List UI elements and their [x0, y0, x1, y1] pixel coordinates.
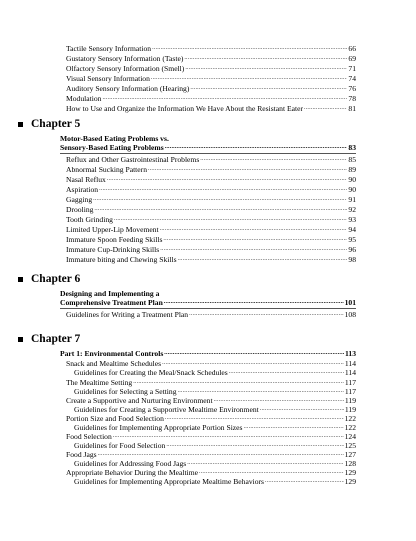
dot-leader — [200, 155, 347, 164]
entry-page: 114 — [344, 359, 356, 368]
entry-page: 95 — [348, 235, 356, 244]
toc-subentry — [74, 441, 356, 450]
entry-page: 101 — [344, 298, 356, 307]
entry-title: How to Use and Organize the Information We Have About the Resistant Eater — [66, 104, 303, 113]
chapter-subtitle-entry — [60, 298, 356, 307]
entry-title: Nasal Reflux — [66, 175, 106, 184]
entry-page: 93 — [348, 215, 356, 224]
toc-entry — [66, 155, 356, 164]
toc-entry — [66, 235, 356, 244]
dot-leader — [229, 368, 344, 377]
dot-leader — [114, 215, 347, 224]
toc-entry — [66, 94, 356, 103]
dot-leader — [113, 432, 344, 441]
entry-title: Create a Supportive and Nurturing Environment — [66, 396, 213, 405]
dot-leader — [160, 245, 347, 254]
entry-title: Comprehensive Treatment Plan — [60, 298, 163, 307]
toc-entry — [66, 432, 356, 441]
toc-subentry — [74, 405, 356, 414]
dot-leader — [260, 405, 344, 414]
chapter-title: Chapter 7 — [31, 333, 81, 345]
toc-entry — [66, 245, 356, 254]
dot-leader — [166, 441, 343, 450]
dot-leader — [99, 185, 347, 194]
square-bullet-icon — [18, 337, 23, 342]
dot-leader — [189, 310, 344, 319]
entry-page: 81 — [348, 104, 356, 113]
dot-leader — [199, 468, 344, 477]
dot-leader — [185, 64, 347, 73]
entry-page: 122 — [344, 414, 356, 423]
chapter-title: Chapter 5 — [31, 118, 81, 130]
chapter-subtitle: Designing and Implementing a — [60, 289, 160, 298]
entry-page: 98 — [348, 255, 356, 264]
entry-title: Aspiration — [66, 185, 99, 194]
entry-page: 108 — [344, 310, 356, 319]
entry-title: Food Selection — [66, 432, 112, 441]
entry-title: Tactile Sensory Information — [66, 44, 152, 53]
entry-page: 71 — [348, 64, 356, 73]
dot-leader — [187, 459, 343, 468]
entry-page: 125 — [344, 441, 356, 450]
dot-leader — [165, 414, 344, 423]
toc-entry — [66, 165, 356, 174]
toc-entry — [66, 450, 356, 459]
entry-page: 122 — [344, 423, 356, 432]
dot-leader — [93, 195, 347, 204]
divider — [60, 153, 356, 154]
entry-title: Guidelines for Creating the Meal/Snack Schedules — [74, 368, 228, 377]
toc-subentry — [74, 477, 356, 486]
entry-page: 83 — [348, 143, 356, 152]
dot-leader — [190, 84, 347, 93]
dot-leader — [162, 359, 344, 368]
entry-title: Visual Sensory Information — [66, 74, 150, 83]
entry-title: Immature Spoon Feeding Skills — [66, 235, 163, 244]
dot-leader — [164, 298, 344, 307]
entry-title: Olfactory Sensory Information (Smell) — [66, 64, 185, 73]
entry-page: 94 — [348, 225, 356, 234]
dot-leader — [164, 349, 344, 358]
entry-title: Appropriate Behavior During the Mealtime — [66, 468, 199, 477]
entry-title: Snack and Mealtime Schedules — [66, 359, 162, 368]
entry-title: Abnormal Sucking Pattern — [66, 165, 147, 174]
toc-entry — [66, 195, 356, 204]
part-entry — [60, 349, 356, 358]
entry-page: 76 — [348, 84, 356, 93]
entry-title: Reflux and Other Gastrointestinal Problems — [66, 155, 200, 164]
toc-entry — [66, 359, 356, 368]
entry-title: Sensory-Based Eating Problems — [60, 143, 164, 152]
toc-entry — [66, 255, 356, 264]
entry-page: 74 — [348, 74, 356, 83]
entry-title: Immature biting and Chewing Skills — [66, 255, 177, 264]
toc-entry — [66, 396, 356, 405]
chapter-title: Chapter 6 — [31, 273, 81, 285]
entry-page: 78 — [348, 94, 356, 103]
entry-page: 90 — [348, 175, 356, 184]
entry-page: 113 — [345, 349, 356, 358]
entry-page: 129 — [344, 477, 356, 486]
entry-title: Drooling — [66, 205, 94, 214]
entry-title: Modulation — [66, 94, 102, 103]
toc-subentry — [74, 387, 356, 396]
dot-leader — [98, 450, 344, 459]
entry-page: 119 — [344, 396, 356, 405]
dot-leader — [214, 396, 344, 405]
toc-entry — [66, 414, 356, 423]
toc-subentry — [74, 368, 356, 377]
dot-leader — [178, 387, 344, 396]
toc-entry — [66, 54, 356, 63]
entry-title: Immature Cup-Drinking Skills — [66, 245, 160, 254]
entry-page: 117 — [344, 387, 356, 396]
chapter-heading — [18, 273, 80, 286]
entry-title: The Mealtime Setting — [66, 378, 133, 387]
entry-title: Guidelines for Creating a Supportive Mealtime Environment — [74, 405, 259, 414]
entry-page: 92 — [348, 205, 356, 214]
entry-page: 90 — [348, 185, 356, 194]
dot-leader — [102, 94, 347, 103]
dot-leader — [265, 477, 344, 486]
entry-page: 117 — [344, 378, 356, 387]
entry-page: 89 — [348, 165, 356, 174]
entry-page: 85 — [348, 155, 356, 164]
dot-leader — [151, 74, 348, 83]
entry-page: 91 — [348, 195, 356, 204]
entry-title: Gagging — [66, 195, 93, 204]
dot-leader — [184, 54, 347, 63]
dot-leader — [244, 423, 344, 432]
toc-entry — [66, 310, 356, 319]
toc-entry — [66, 468, 356, 477]
dot-leader — [165, 143, 348, 152]
square-bullet-icon — [18, 277, 23, 282]
entry-title: Auditory Sensory Information (Hearing) — [66, 84, 190, 93]
entry-title: Part 1: Environmental Controls — [60, 349, 164, 358]
entry-page: 96 — [348, 245, 356, 254]
entry-title: Guidelines for Implementing Appropriate Portion Sizes — [74, 423, 243, 432]
dot-leader — [178, 255, 348, 264]
entry-page: 129 — [344, 468, 356, 477]
dot-leader — [152, 44, 347, 53]
toc-entry — [66, 378, 356, 387]
toc-subentry — [74, 459, 356, 468]
entry-title: Guidelines for Selecting a Setting — [74, 387, 177, 396]
chapter-heading — [18, 333, 80, 346]
entry-page: 124 — [344, 432, 356, 441]
dot-leader — [160, 225, 348, 234]
dot-leader — [107, 175, 348, 184]
chapter-subtitle: Motor-Based Eating Problems vs. — [60, 134, 169, 143]
entry-page: 119 — [344, 405, 356, 414]
toc-entry — [66, 44, 356, 53]
divider — [60, 308, 356, 309]
entry-title: Guidelines for Writing a Treatment Plan — [66, 310, 189, 319]
entry-title: Guidelines for Addressing Food Jags — [74, 459, 187, 468]
toc-subentry — [74, 423, 356, 432]
toc-entry — [66, 225, 356, 234]
entry-page: 128 — [344, 459, 356, 468]
square-bullet-icon — [18, 122, 23, 127]
dot-leader — [304, 104, 347, 113]
entry-title: Guidelines for Implementing Appropriate Mealtime Behaviors — [74, 477, 265, 486]
toc-entry — [66, 84, 356, 93]
entry-title: Food Jags — [66, 450, 97, 459]
dot-leader — [133, 378, 344, 387]
chapter-subtitle-entry — [60, 143, 356, 152]
entry-page: 69 — [348, 54, 356, 63]
toc-entry — [66, 175, 356, 184]
toc-entry — [66, 205, 356, 214]
entry-page: 114 — [344, 368, 356, 377]
dot-leader — [163, 235, 347, 244]
dot-leader — [148, 165, 347, 174]
toc-entry — [66, 64, 356, 73]
entry-title: Tooth Grinding — [66, 215, 113, 224]
entry-title: Guidelines for Food Selection — [74, 441, 166, 450]
toc-entry — [66, 74, 356, 83]
chapter-heading — [18, 118, 80, 131]
entry-page: 127 — [344, 450, 356, 459]
toc-entry — [66, 215, 356, 224]
toc-entry — [66, 185, 356, 194]
toc-entry — [66, 104, 356, 113]
entry-title: Limited Upper-Lip Movement — [66, 225, 159, 234]
entry-page: 66 — [348, 44, 356, 53]
entry-title: Portion Size and Food Selection — [66, 414, 164, 423]
dot-leader — [94, 205, 347, 214]
entry-title: Gustatory Sensory Information (Taste) — [66, 54, 184, 63]
